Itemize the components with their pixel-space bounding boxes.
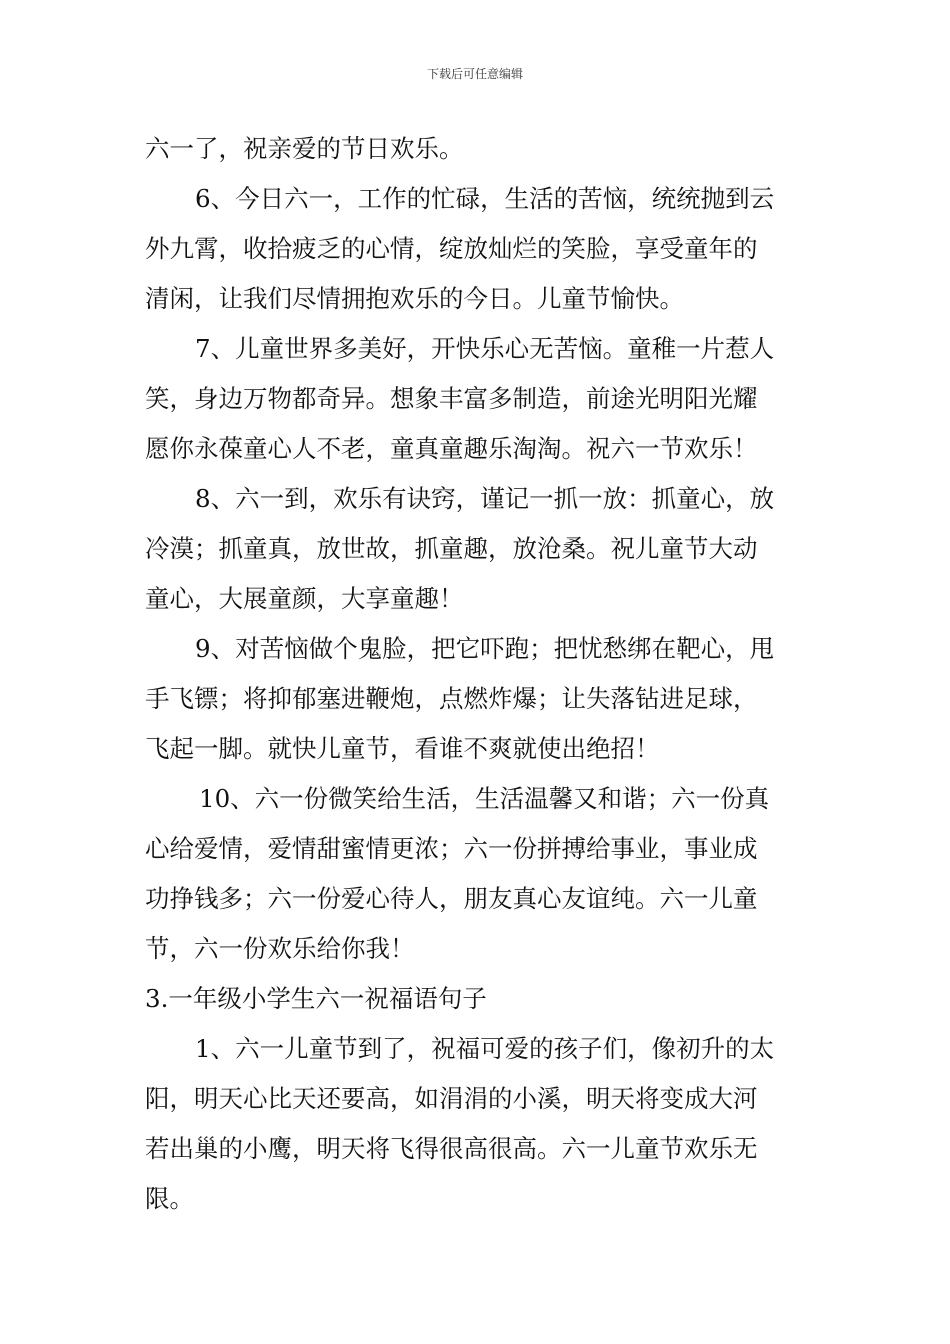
text-line: 若出巢的小鹰，明天将飞得很高很高。六一儿童节欢乐无 xyxy=(145,1134,758,1163)
text-line: 心给爱情，爱情甜蜜情更浓；六一份拼搏给事业，事业成 xyxy=(145,834,758,863)
paragraph-start-6: 6、今日六一，工作的忙碌，生活的苦恼，统统抛到云 xyxy=(195,184,775,213)
text-line: 童心，大展童颜，大享童趣！ xyxy=(145,584,464,613)
text-line: 限。 xyxy=(145,1184,194,1213)
text-line: 阳，明天心比天还要高，如涓涓的小溪，明天将变成大河 xyxy=(145,1084,758,1113)
document-body xyxy=(145,124,810,1224)
paragraph-start-7: 7、儿童世界多美好，开快乐心无苦恼。童稚一片惹人 xyxy=(195,334,775,363)
text-line: 清闲，让我们尽情拥抱欢乐的今日。儿童节愉快。 xyxy=(145,284,684,313)
paragraph-start-1: 1、六一儿童节到了，祝福可爱的孩子们，像初升的太 xyxy=(195,1034,775,1063)
section-heading: 3.一年级小学生六一祝福语句子 xyxy=(145,984,487,1013)
text-line: 冷漠；抓童真，放世故，抓童趣，放沧桑。祝儿童节大动 xyxy=(145,534,758,563)
text-line: 六一了，祝亲爱的节日欢乐。 xyxy=(145,134,464,163)
text-line: 手飞镖；将抑郁塞进鞭炮，点燃炸爆；让失落钻进足球， xyxy=(145,684,758,713)
text-line: 愿你永葆童心人不老，童真童趣乐淘淘。祝六一节欢乐！ xyxy=(145,434,758,463)
text-line: 功挣钱多；六一份爱心待人，朋友真心友谊纯。六一儿童 xyxy=(145,884,758,913)
text-line: 外九霄，收拾疲乏的心情，绽放灿烂的笑脸，享受童年的 xyxy=(145,234,758,263)
paragraph-start-8: 8、六一到，欢乐有诀窍，谨记一抓一放：抓童心，放 xyxy=(195,484,775,513)
paragraph-start-9: 9、对苦恼做个鬼脸，把它吓跑；把忧愁绑在靶心，甩 xyxy=(195,634,775,663)
text-line: 笑，身边万物都奇异。想象丰富多制造，前途光明阳光耀 xyxy=(145,384,758,413)
page-header-note: 下载后可任意编辑 xyxy=(426,67,523,81)
paragraph-start-10: 10、六一份微笑给生活，生活温馨又和谐；六一份真 xyxy=(199,784,770,813)
text-line: 节，六一份欢乐给你我！ xyxy=(145,934,415,963)
text-line: 飞起一脚。就快儿童节，看谁不爽就使出绝招！ xyxy=(145,734,660,763)
